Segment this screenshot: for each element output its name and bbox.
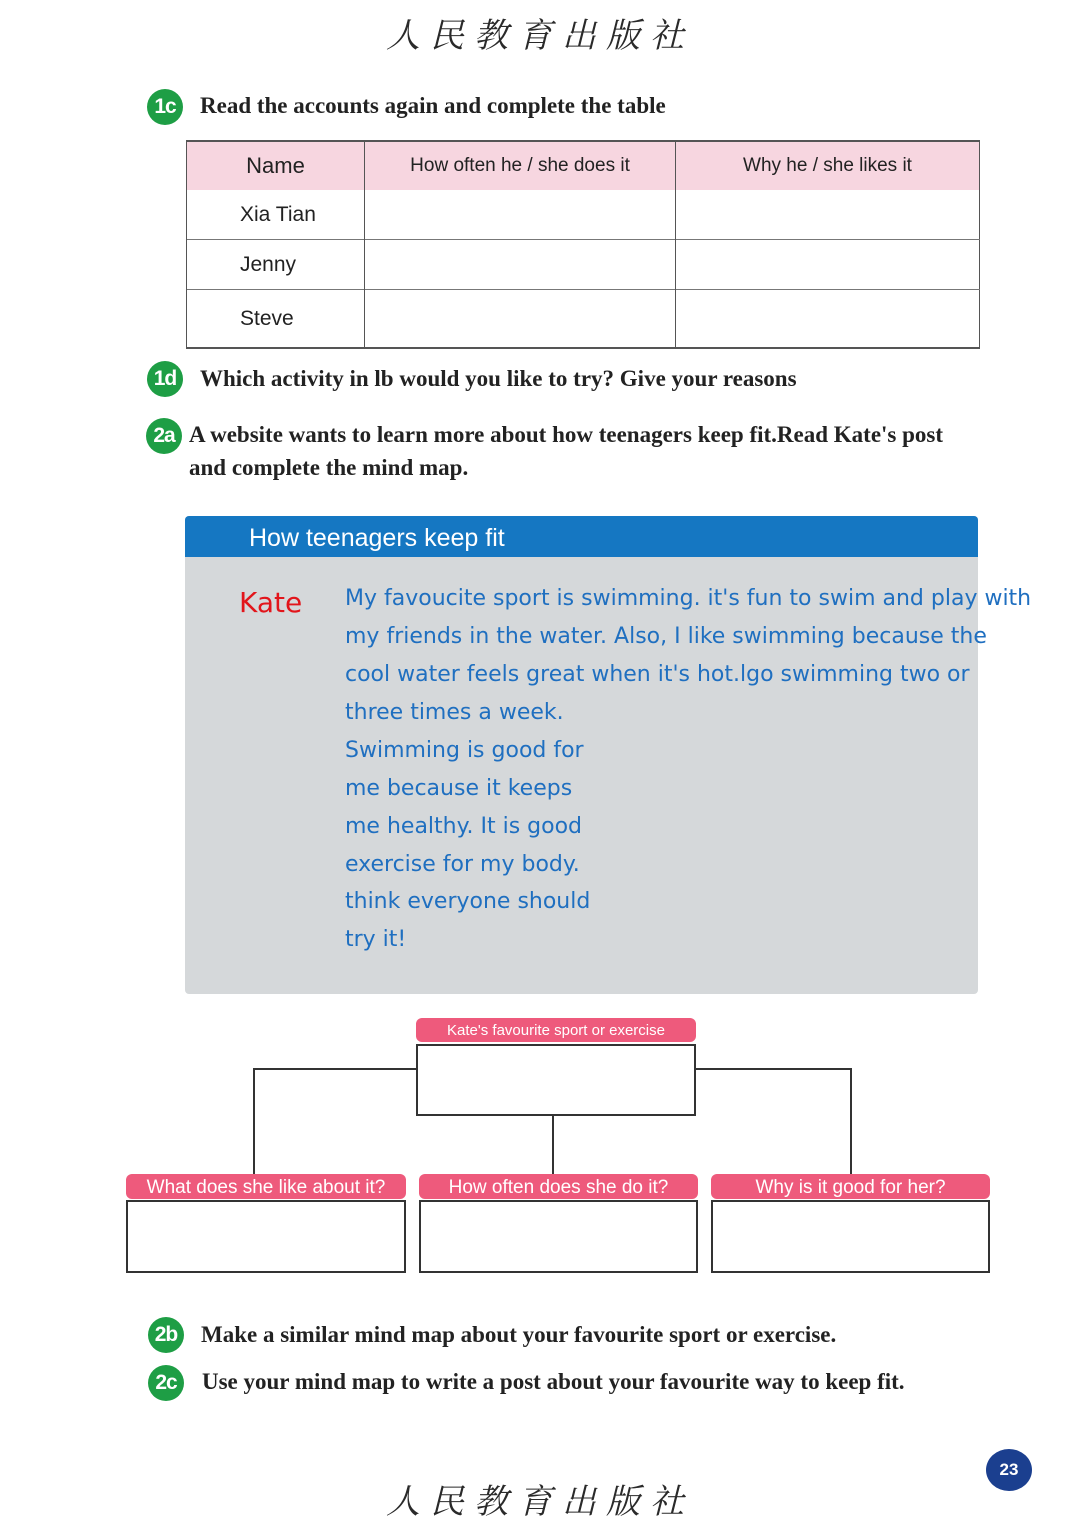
table-cell-empty[interactable] [365,290,676,349]
table-header: Why he / she likes it [676,141,980,190]
instruction-2a-line2: and complete the mind map. [189,455,469,480]
publisher-header: 人民教育出版社 [386,16,694,56]
connector-line [696,1068,852,1070]
table-cell-name: Jenny [187,240,365,290]
post-line: me healthy. It is good [345,814,582,839]
publisher-footer: 人民教育出版社 [386,1482,694,1522]
instruction-2a-line1: A website wants to learn more about how teenagers keep fit.Read Kate's post [189,422,944,447]
badge-1c: 1c [147,89,183,125]
mindmap-middle-label: How often does she do it? [419,1174,698,1199]
mindmap-left-box[interactable] [126,1200,406,1273]
mindmap-top-label: Kate's favourite sport or exercise [416,1018,696,1042]
post-line: exercise for my body. [345,852,580,877]
post-line: me because it keeps [345,776,573,801]
table-cell-empty[interactable] [676,290,980,349]
table-row [187,240,980,290]
post-line: Swimming is good for [345,738,584,763]
table-header-row [187,141,980,190]
mindmap-right-label: Why is it good for her? [711,1174,990,1199]
instruction-1d: Which activity in lb would you like to try? Give your reasons [200,366,797,391]
connector-line [253,1068,416,1070]
post-line: try it! [345,927,407,952]
table-row [187,190,980,240]
post-title-bar [185,516,978,557]
table-cell-empty[interactable] [676,190,980,240]
connector-line [253,1068,255,1174]
badge-2a: 2a [146,418,182,454]
badge-2b: 2b [148,1317,184,1353]
instruction-2c: Use your mind map to write a post about your favourite way to keep fit. [202,1369,905,1394]
post-author: Kate [239,586,303,619]
post-line: cool water feels great when it's hot.lgo swimming two or [345,662,970,687]
page-number: 23 [986,1449,1032,1491]
badge-2c: 2c [148,1365,184,1401]
connector-line [552,1116,554,1174]
mindmap-top-box[interactable] [416,1044,696,1116]
post-line: My favoucite sport is swimming. it's fun to swim and play with [345,586,1032,611]
instruction-1c: Read the accounts again and complete the table [200,93,666,118]
badge-1d: 1d [147,361,183,397]
post-line: think everyone should [345,889,591,914]
table-cell-empty[interactable] [365,190,676,240]
table-header: Name [187,141,365,190]
table-cell-name: Steve [187,290,365,349]
mindmap-right-box[interactable] [711,1200,990,1273]
post-line: three times a week. [345,700,564,725]
accounts-table [186,140,980,349]
mindmap-left-label: What does she like about it? [126,1174,406,1199]
table-header: How often he / she does it [365,141,676,190]
post-line: my friends in the water. Also, I like swimming because the [345,624,987,649]
table-row [187,290,980,349]
mindmap-middle-box[interactable] [419,1200,698,1273]
table-cell-empty[interactable] [676,240,980,290]
post-title: How teenagers keep fit [249,524,505,552]
connector-line [850,1068,852,1174]
instruction-2b: Make a similar mind map about your favourite sport or exercise. [201,1322,837,1347]
table-cell-name: Xia Tian [187,190,365,240]
table-cell-empty[interactable] [365,240,676,290]
